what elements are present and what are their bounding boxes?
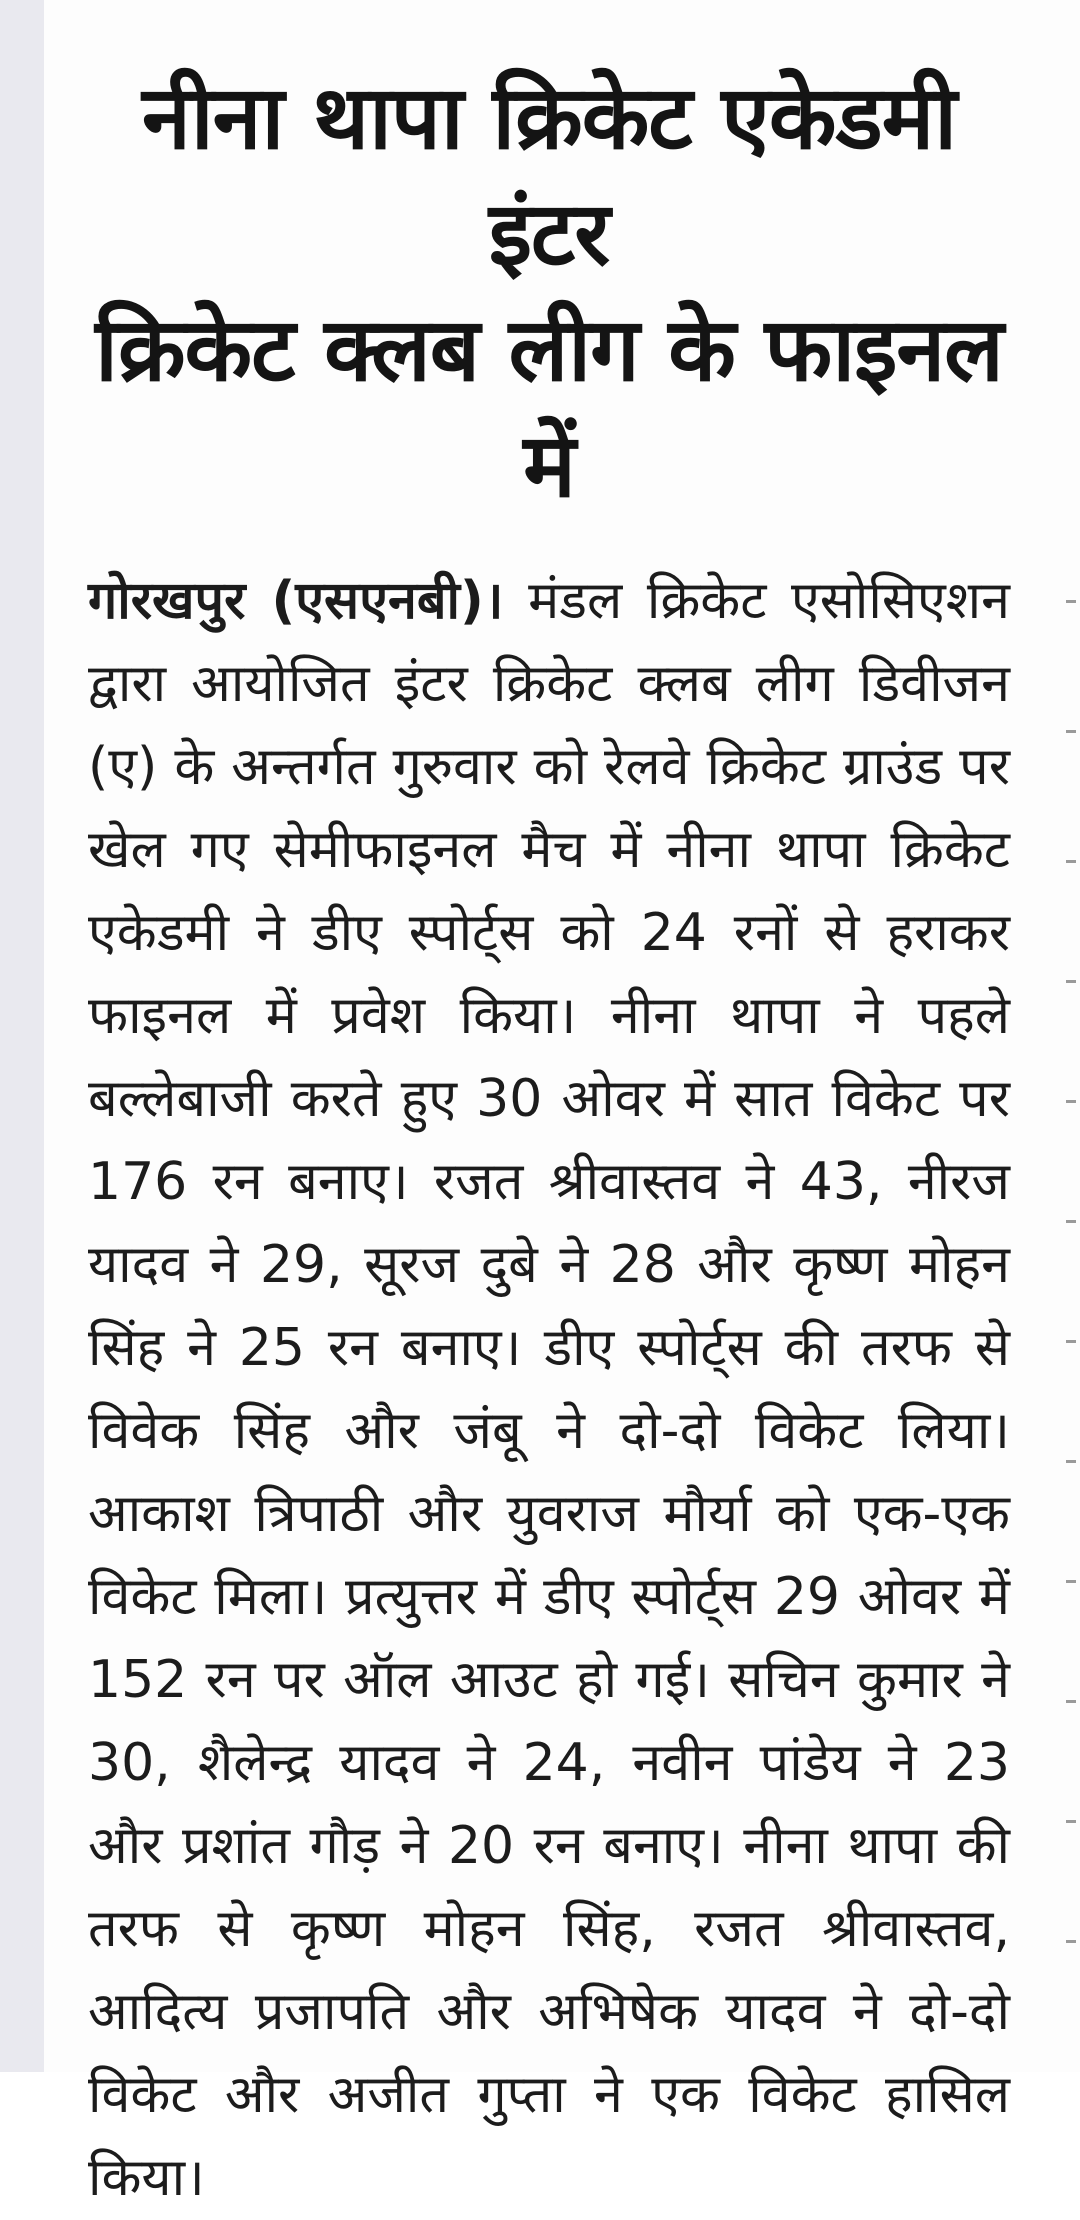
headline-line-2: क्रिकेट क्लब लीग के फाइनल में [95, 298, 1003, 517]
article-headline [88, 60, 1010, 524]
article-body-text: मंडल क्रिकेट एसोसिएशन द्वारा आयोजित इंटर क्रिकेट क्लब लीग डिवीजन (ए) के अन्तर्गत गुरुवार को रेलवे क्रिकेट ग्राउंड पर खेल गए सेमीफाइनल मैच में नीना थापा क्रिकेट एकेडमी ने डीए स्पोर्ट्स को 24 रनों से हराकर फाइनल में प्रवेश किया। नीना थापा ने पहले बल्लेबाजी करते हुए 30 ओवर में सात विकेट पर 176 रन बनाए। रजत श्रीवास्तव ने 43, नीरज यादव ने 29, सूरज दुबे ने 28 और कृष्ण मोहन सिंह ने 25 रन बनाए। डीए स्पोर्ट्स की तरफ से विवेक सिंह और जंबू ने दो-दो विकेट लिया। आकाश त्रिपाठी और युवराज मौर्या को एक-एक विकेट मिला। प्रत्युत्तर में डीए स्पोर्ट्स 29 ओवर में 152 रन पर ऑल आउट हो गई। सचिन कुमार ने 30, शैलेन्द्र यादव ने 24, नवीन पांडेय ने 23 और प्रशांत गौड़ ने 20 रन बनाए। नीना थापा की तरफ से कृष्ण मोहन सिंह, रजत श्रीवास्तव, आदित्य प्रजापति और अभिषेक यादव ने दो-दो विकेट और अजीत गुप्ता ने एक विकेट हासिल किया। [88, 571, 1010, 2208]
article-body [88, 560, 1010, 2220]
article-dateline: गोरखपुर (एसएनबी)। [88, 571, 504, 631]
news-article [88, 60, 1010, 2220]
page-margin-strip [0, 0, 44, 2072]
column-edge-marks [1056, 560, 1080, 2060]
headline-line-1: नीना थापा क्रिकेट एकेडमी इंटर [141, 66, 957, 285]
